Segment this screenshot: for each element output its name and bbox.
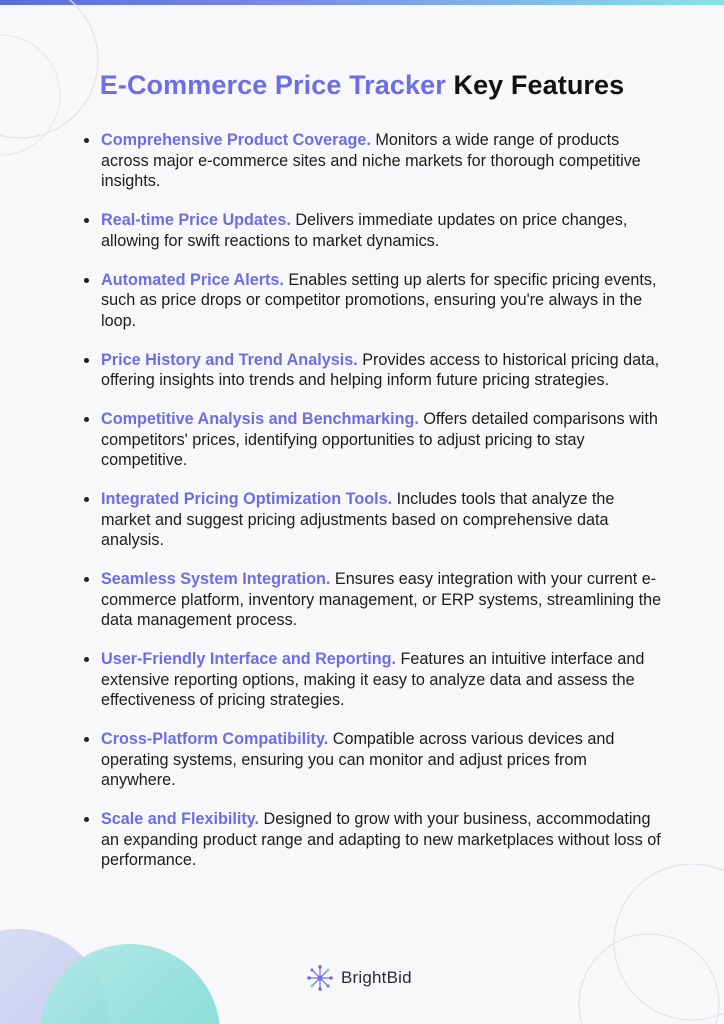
feature-item — [84, 130, 664, 192]
bullet-icon — [84, 278, 89, 283]
feature-description: Ensures easy integration with your current e-commerce platform, inventory management, or ERP systems, streamlining the data management process. — [101, 570, 662, 629]
page-title-rest: Key Features — [453, 70, 625, 100]
feature-title: Comprehensive Product Coverage. — [101, 131, 371, 149]
feature-title: Cross-Platform Compatibility. — [101, 730, 329, 748]
feature-description: Designed to grow with your business, accommodating an expanding product range and adapting to new marketplaces without loss of performance. — [101, 810, 661, 869]
feature-item — [84, 809, 664, 871]
feature-item — [84, 350, 664, 391]
bullet-icon — [84, 657, 89, 662]
feature-title: Competitive Analysis and Benchmarking. — [101, 410, 419, 428]
feature-description: Features an intuitive interface and extensive reporting options, making it easy to analyze data and assess the effectiveness of pricing strategies. — [101, 650, 645, 709]
feature-item — [84, 729, 664, 791]
bullet-icon — [84, 138, 89, 143]
bullet-icon — [84, 417, 89, 422]
bullet-icon — [84, 497, 89, 502]
brand-footer — [306, 964, 412, 992]
feature-item — [84, 569, 664, 631]
feature-title: User-Friendly Interface and Reporting. — [101, 650, 397, 668]
feature-item — [84, 649, 664, 711]
bullet-icon — [84, 358, 89, 363]
feature-list — [84, 130, 664, 889]
feature-title: Real-time Price Updates. — [101, 211, 291, 229]
feature-description: Offers detailed comparisons with competitors' prices, identifying opportunities to adjust pricing to stay competitive. — [101, 410, 658, 469]
page-title-accent: E-Commerce Price Tracker — [99, 70, 446, 100]
network-burst-icon — [306, 964, 334, 992]
feature-description: Monitors a wide range of products across major e-commerce sites and niche markets for thorough competitive insights. — [101, 131, 641, 190]
feature-title: Automated Price Alerts. — [101, 270, 284, 289]
feature-title: Price History and Trend Analysis. — [101, 350, 358, 369]
bullet-icon — [84, 577, 89, 582]
feature-description: Provides access to historical pricing data, offering insights into trends and helping inform future pricing strategies. — [101, 350, 660, 389]
bullet-icon — [84, 218, 89, 223]
feature-description: Includes tools that analyze the market and suggest pricing adjustments based on comprehensive data analysis. — [101, 490, 615, 549]
feature-title: Scale and Flexibility. — [101, 810, 260, 828]
decorative-gradient-blobs-bottom-left — [0, 904, 240, 1024]
feature-item — [84, 210, 664, 251]
feature-item — [84, 270, 664, 332]
feature-item — [84, 489, 664, 551]
feature-item — [84, 409, 664, 471]
feature-description: Compatible across various devices and operating systems, ensuring you can monitor and adjust prices from anywhere. — [101, 730, 615, 789]
brand-name: BrightBid — [341, 968, 412, 987]
feature-title: Integrated Pricing Optimization Tools. — [101, 490, 393, 508]
bullet-icon — [84, 737, 89, 742]
feature-description: Enables setting up alerts for specific pricing events, such as price drops or competitor promotions, ensuring you're always in the loop. — [101, 270, 657, 330]
top-gradient-bar — [0, 0, 724, 5]
bullet-icon — [84, 817, 89, 822]
feature-description: Delivers immediate updates on price changes, allowing for swift reactions to market dynamics. — [101, 211, 628, 250]
page-title — [0, 70, 724, 101]
feature-title: Seamless System Integration. — [101, 570, 331, 588]
